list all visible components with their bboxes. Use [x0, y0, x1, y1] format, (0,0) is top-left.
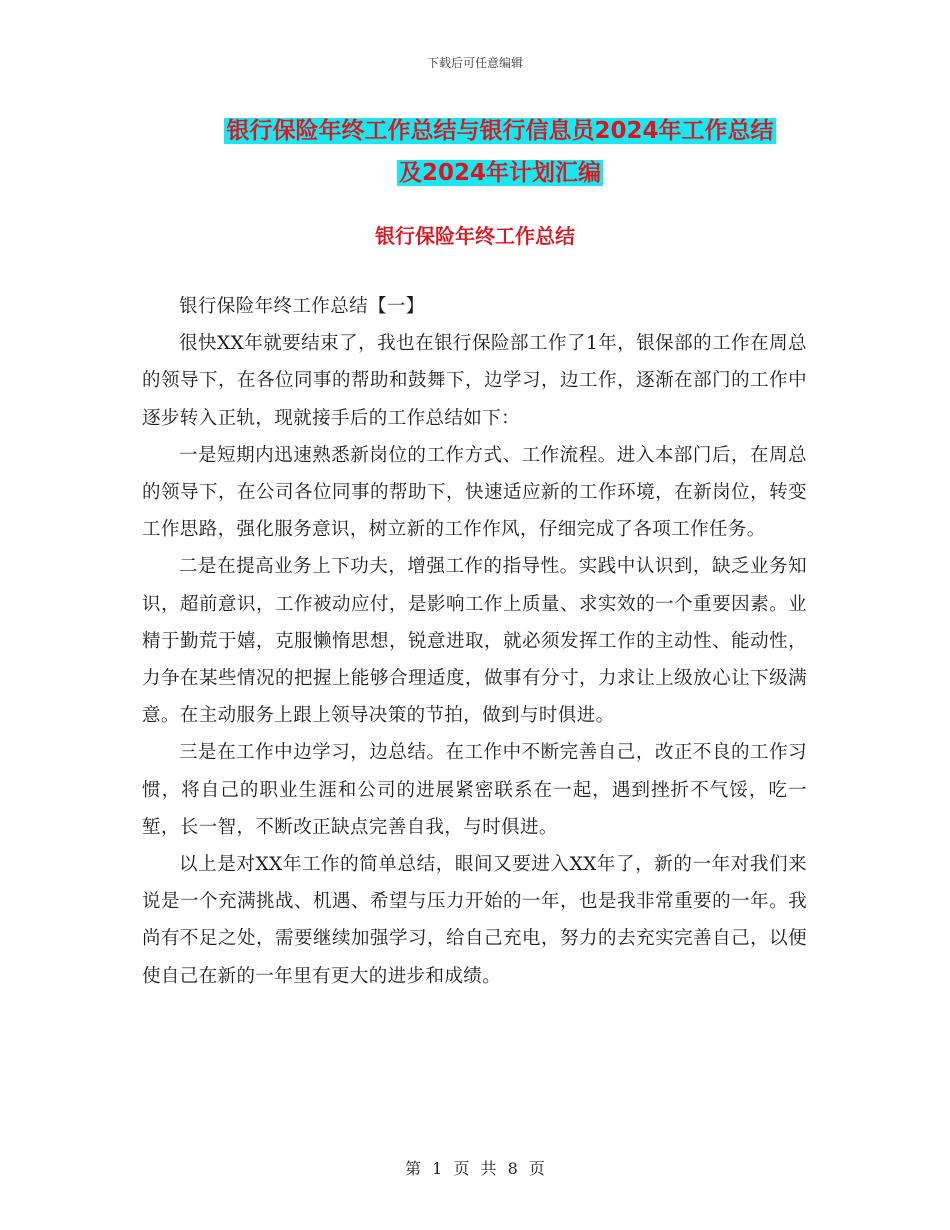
body-paragraph: 二是在提高业务上下功夫，增强工作的指导性。实践中认识到，缺乏业务知识，超前意识，工作被动应付，是影响工作上质量、求实效的一个重要因素。业精于勤荒于嬉，克服懒惰思想，锐意进取，就必须发挥工作的主动性、能动性，力争在某些情况的把握上能够合理适度，做事有分寸，力求让上级放心让下级满意。在主动服务上跟上领导决策的节拍，做到与时俱进。: [142, 556, 807, 727]
subheading-paragraph: 银行保险年终工作总结【一】: [179, 296, 425, 317]
body-paragraph: 一是短期内迅速熟悉新岗位的工作方式、工作流程。进入本部门后，在周总的领导下，在公司各位同事的帮助下，快速适应新的工作环境，在新岗位，转变工作思路，强化服务意识，树立新的工作作风，仔细完成了各项工作任务。: [142, 444, 807, 541]
document-body: [142, 288, 807, 995]
body-paragraph: 以上是对XX年工作的简单总结，眼间又要进入XX年了，新的一年对我们来说是一个充满挑战、机遇、希望与压力开始的一年，也是我非常重要的一年。我尚有不足之处，需要继续加强学习，给自己充电，努力的去充实完善自己，以便使自己在新的一年里有更大的进步和成绩。: [142, 854, 807, 987]
document-title-line-2: 及2024年计划汇编: [398, 160, 601, 186]
document-title-line-1: 银行保险年终工作总结与银行信息员2024年工作总结: [226, 118, 774, 144]
page-header-note: 下载后可任意编辑: [426, 56, 523, 70]
page-number-footer: 第 1 页 共 8 页: [405, 1159, 545, 1178]
body-paragraph: 三是在工作中边学习，边总结。在工作中不断完善自己，改正不良的工作习惯，将自己的职业生涯和公司的进展紧密联系在一起，遇到挫折不气馁，吃一堑，长一智，不断改正缺点完善自我，与时俱进。: [142, 742, 807, 838]
document-title: [120, 110, 880, 194]
section-title: 银行保险年终工作总结: [375, 224, 575, 248]
body-paragraph: 很快XX年就要结束了，我也在银行保险部工作了1年，银保部的工作在周总的领导下，在各位同事的帮助和鼓舞下，边学习，边工作，逐渐在部门的工作中逐步转入正轨，现就接手后的工作总结如下：: [142, 333, 807, 429]
